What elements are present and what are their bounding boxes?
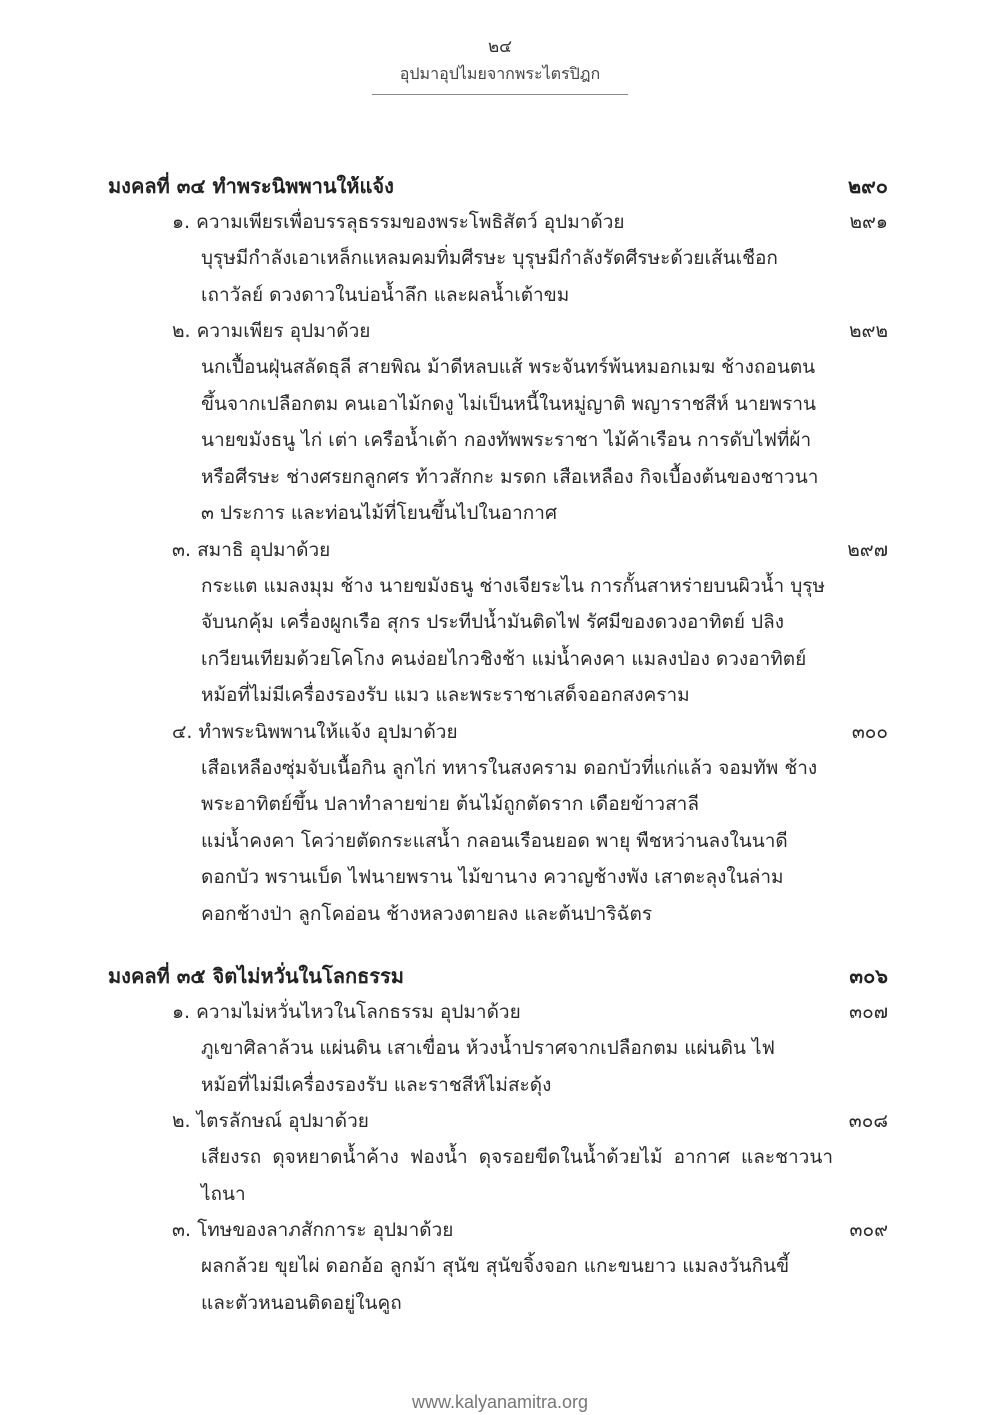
section-page: ๓๐๖ (849, 964, 888, 988)
item-number: ๑. (172, 1001, 191, 1023)
footer-website: www.kalyanamitra.org (411, 1392, 589, 1412)
description-line: หรือศีรษะ ช่างศรยกลูกศร ท้าวสักกะ มรดก เสือเหลือง กิจเบื้องต้นของชาวนา (201, 465, 819, 488)
section-page: ๒๙๐ (847, 174, 888, 198)
list-item (108, 714, 888, 933)
list-item (108, 994, 888, 1103)
item-title: ความเพียรเพื่อบรรลุธรรมของพระโพธิสัตว์ อุปมาด้วย (196, 211, 625, 233)
item-page: ๓๐๐ (851, 720, 888, 743)
item-description (201, 349, 833, 532)
item-number: ๒. (172, 320, 191, 342)
item-number: ๑. (172, 211, 191, 233)
section-mongkol-34 (108, 168, 888, 932)
item-heading (108, 1103, 888, 1139)
description-line: กระแต แมลงมุม ช้าง นายขมังธนู ช่างเจียระไน การกั้นสาหร่ายบนผิวน้ำ บุรุษ (201, 574, 826, 597)
item-description (201, 750, 833, 933)
item-page: ๓๐๙ (849, 1219, 888, 1241)
list-item (108, 1103, 888, 1212)
list-item (108, 313, 888, 532)
item-title: ความเพียร อุปมาด้วย (196, 320, 371, 342)
section-heading (108, 958, 888, 994)
description-line: แม่น้ำคงคา โคว่ายตัดกระแสน้ำ กลอนเรือนยอด พายุ พืชหว่านลงในนาดี (201, 829, 788, 852)
description-line: ๓ ประการ และท่อนไม้ที่โยนขึ้นไปในอากาศ (201, 502, 558, 524)
item-number: ๓. (172, 1219, 192, 1241)
description-line: เกวียนเทียมด้วยโคโกง คนง่อยไกวชิงช้า แม่น้ำคงคา แมลงป่อง ดวงอาทิตย์ (201, 647, 807, 670)
item-page: ๓๐๗ (849, 1001, 888, 1023)
page-number: ๒๔ (487, 37, 513, 57)
description-line: นายขมังธนู ไก่ เต่า เครือน้ำเต้า กองทัพพระราชา ไม้ค้าเรือน การดับไฟที่ผ้า (201, 429, 812, 451)
description-line: ดอกบัว พรานเบ็ด ไฟนายพราน ไม้ขานาง ควาญช้างพัง เสาตะลุงในล่าม (201, 866, 784, 888)
item-number: ๔. (172, 720, 193, 743)
item-description (201, 568, 833, 714)
item-description (201, 1030, 833, 1103)
item-heading (108, 714, 888, 750)
item-number: ๓. (172, 538, 192, 561)
description-line: บุรุษมีกำลังเอาเหล็กแหลมคมทิ่มศีรษะ บุรุษมีกำลังรัดศีรษะด้วยเส้นเชือก (201, 247, 778, 269)
section-heading (108, 168, 888, 204)
description-line: ผลกล้วย ขุยไผ่ ดอกอ้อ ลูกม้า สุนัข สุนัขจิ้งจอก แกะขนยาว แมลงวันกินขี้ (201, 1255, 790, 1277)
section-mongkol-35 (108, 958, 888, 1321)
item-heading (108, 313, 888, 349)
item-title: โทษของลาภสักการะ อุปมาด้วย (197, 1219, 454, 1241)
description-line: ขึ้นจากเปลือกตม คนเอาไม้กดงู ไม่เป็นหนี้ในหมู่ญาติ พญาราชสีห์ นายพราน (201, 392, 816, 415)
description-line: เถาวัลย์ ดวงดาวในบ่อน้ำลึก และผลน้ำเต้าขม (201, 283, 570, 306)
description-line: คอกช้างป่า ลูกโคอ่อน ช้างหลวงตายลง และต้นปาริฉัตร (201, 902, 653, 925)
list-item (108, 532, 888, 714)
section-title: มงคลที่ ๓๕ จิตไม่หวั่นในโลกธรรม (108, 964, 404, 988)
item-page: ๒๙๗ (847, 538, 888, 561)
description-line: จับนกคุ้ม เครื่องผูกเรือ สุกร ประทีปน้ำมันติดไฟ รัศมีของดวงอาทิตย์ ปลิง (201, 611, 784, 633)
list-item (108, 1212, 888, 1321)
description-line: และตัวหนอนติดอยู่ในคูถ (201, 1291, 402, 1314)
description-line: นกเปื้อนฝุ่นสลัดธุลี สายพิณ ม้าดีหลบแส้ พระจันทร์พ้นหมอกเมฆ ช้างถอนตน (201, 356, 816, 378)
description-line: หม้อที่ไม่มีเครื่องรองรับ และราชสีห์ไม่สะดุ้ง (201, 1073, 552, 1096)
item-page: ๒๙๒ (849, 320, 888, 342)
list-item (108, 204, 888, 313)
item-title: สมาธิ อุปมาด้วย (197, 538, 331, 561)
item-description (201, 1248, 833, 1321)
description-line: พระอาทิตย์ขึ้น ปลาทำลายข่าย ต้นไม้ถูกตัดราก เดือยข้าวสาลี (201, 793, 699, 815)
item-number: ๒. (172, 1110, 191, 1132)
section-title: มงคลที่ ๓๔ ทำพระนิพพานให้แจ้ง (108, 174, 394, 198)
description-line: เสือเหลืองซุ่มจับเนื้อกิน ลูกไก่ ทหารในสงคราม ดอกบัวที่แก่แล้ว จอมทัพ ช้าง (201, 756, 818, 779)
item-heading (108, 994, 888, 1030)
table-of-contents (108, 168, 888, 1347)
description-line: ภูเขาศิลาล้วน แผ่นดิน เสาเขื่อน ห้วงน้ำปราศจากเปลือกตม แผ่นดิน ไฟ (201, 1037, 775, 1059)
item-title: ความไม่หวั่นไหวในโลกธรรม อุปมาด้วย (196, 1001, 521, 1023)
item-title: ไตรลักษณ์ อุปมาด้วย (196, 1110, 369, 1132)
item-heading (108, 532, 888, 568)
item-page: ๓๐๘ (848, 1110, 888, 1132)
item-heading (108, 1212, 888, 1248)
description-line: หม้อที่ไม่มีเครื่องรองรับ แมว และพระราชาเสด็จออกสงคราม (201, 684, 690, 706)
item-page: ๒๙๑ (849, 211, 888, 233)
description-line: เสียงรถ ดุจหยาดน้ำค้าง ฟองน้ำ ดุจรอยขีดในน้ำด้วยไม้ อากาศ และชาวนาไถนา (201, 1146, 833, 1205)
item-description (201, 240, 833, 313)
item-description (201, 1139, 833, 1212)
running-title: อุปมาอุปไมยจากพระไตรปิฎก (399, 64, 601, 83)
item-heading (108, 204, 888, 240)
item-title: ทำพระนิพพานให้แจ้ง อุปมาด้วย (198, 720, 458, 743)
header-divider (372, 94, 628, 95)
